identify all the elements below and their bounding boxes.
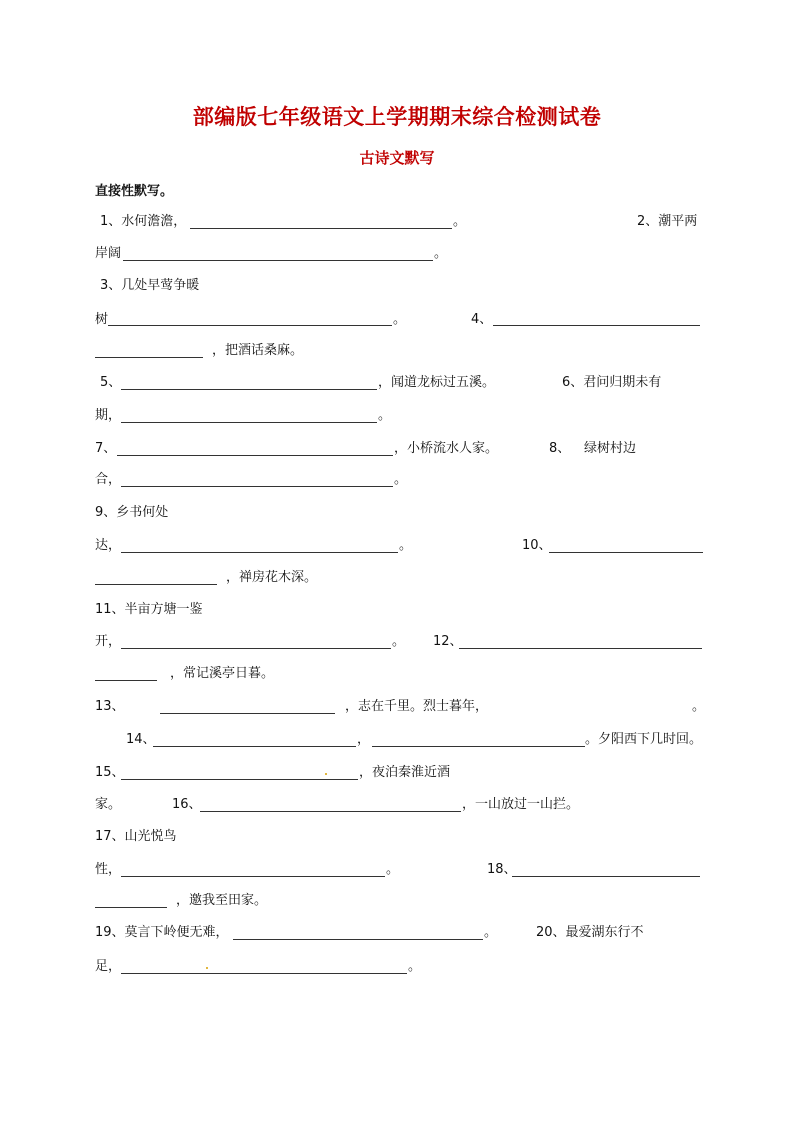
q11-end: 。 xyxy=(392,634,406,649)
q12-blank-a[interactable] xyxy=(459,648,702,649)
q16-lead: 16、 xyxy=(172,797,202,812)
q8-blank[interactable] xyxy=(121,486,393,487)
q11-lead: 11、半亩方塘一鉴 xyxy=(95,602,203,617)
q6-end: 。 xyxy=(378,408,392,423)
q3-cont: 树 xyxy=(95,312,109,327)
document-title: 部编版七年级语文上学期期末综合检测试卷 xyxy=(192,104,602,129)
document-subtitle: 古诗文默写 xyxy=(359,149,435,167)
q18-blank-b[interactable] xyxy=(95,907,167,908)
q9-blank[interactable] xyxy=(121,552,398,553)
q7-mid: ，小桥流水人家。 xyxy=(394,441,499,456)
q14-end: 。夕阳西下几时回。 xyxy=(585,732,703,747)
q8-text: 绿树村边 xyxy=(584,441,637,456)
q3-end: 。 xyxy=(393,312,407,327)
q20-cont: 足， xyxy=(95,959,122,974)
q17-blank[interactable] xyxy=(121,876,385,877)
q2-blank[interactable] xyxy=(123,260,433,261)
ink-speck xyxy=(206,967,208,969)
q4-lead: 4、 xyxy=(471,312,493,327)
q7-lead: 7、 xyxy=(95,441,117,456)
q6-blank[interactable] xyxy=(121,422,377,423)
q13-lead: 13、 xyxy=(95,699,125,714)
q9-lead: 9、乡书何处 xyxy=(95,505,169,520)
q13-mid: ，志在千里。烈士暮年， xyxy=(345,699,489,714)
q20-blank[interactable] xyxy=(121,973,407,974)
q8-end: 。 xyxy=(394,472,408,487)
q9-cont: 达， xyxy=(95,538,122,553)
q16-end: ，一山放过一山拦。 xyxy=(462,797,580,812)
q4-end: ，把酒话桑麻。 xyxy=(212,343,304,358)
q14-comma: ， xyxy=(357,732,371,747)
q1-end: 。 xyxy=(453,214,467,229)
q19-lead: 19、莫言下岭便无难， xyxy=(95,925,229,940)
q12-lead: 12、 xyxy=(433,634,463,649)
q10-blank-a[interactable] xyxy=(549,552,703,553)
q4-blank-b[interactable] xyxy=(95,357,203,358)
q13-blank-a[interactable] xyxy=(160,713,335,714)
q6-cont: 期， xyxy=(95,408,122,423)
q17-cont: 性， xyxy=(95,862,122,877)
q11-blank[interactable] xyxy=(121,648,391,649)
q17-end: 。 xyxy=(386,862,400,877)
q1-blank[interactable] xyxy=(190,228,452,229)
q15-mid: ，夜泊秦淮近酒 xyxy=(359,765,451,780)
q11-cont: 开， xyxy=(95,634,122,649)
q18-lead: 18、 xyxy=(487,862,517,877)
q14-blank-a[interactable] xyxy=(153,746,356,747)
q8-cont: 合， xyxy=(95,472,122,487)
q12-blank-b[interactable] xyxy=(95,680,157,681)
q18-blank-a[interactable] xyxy=(512,876,700,877)
q13-end: 。 xyxy=(692,699,706,714)
q10-blank-b[interactable] xyxy=(95,584,217,585)
q14-lead: 14、 xyxy=(126,732,156,747)
q5-blank[interactable] xyxy=(121,389,377,390)
q5-lead: 5、 xyxy=(100,375,122,390)
q3-lead: 3、几处早莺争暖 xyxy=(100,278,200,293)
q2-cont: 岸阔 xyxy=(95,246,122,261)
q3-blank[interactable] xyxy=(108,325,392,326)
q20-lead: 20、最爱湖东行不 xyxy=(536,925,644,940)
q8-lead: 8、 xyxy=(549,441,571,456)
q15-cont: 家。 xyxy=(95,797,122,812)
q10-end: ，禅房花木深。 xyxy=(226,570,318,585)
q2-end: 。 xyxy=(434,246,448,261)
q4-blank-a[interactable] xyxy=(493,325,700,326)
q5-mid: ，闻道龙标过五溪。 xyxy=(378,375,496,390)
q12-end: ，常记溪亭日暮。 xyxy=(170,666,275,681)
q15-blank[interactable] xyxy=(121,779,358,780)
q7-blank[interactable] xyxy=(117,455,393,456)
q1-lead: 1、水何澹澹， xyxy=(100,214,187,229)
q19-blank[interactable] xyxy=(233,939,483,940)
q16-blank[interactable] xyxy=(200,811,461,812)
q9-end: 。 xyxy=(399,538,413,553)
section-heading: 直接性默写。 xyxy=(95,184,174,199)
q2-lead: 2、潮平两 xyxy=(637,214,698,229)
q15-lead: 15、 xyxy=(95,765,125,780)
q20-end: 。 xyxy=(408,959,422,974)
q18-end: ，邀我至田家。 xyxy=(176,893,268,908)
q10-lead: 10、 xyxy=(522,538,552,553)
q6-lead: 6、君问归期未有 xyxy=(562,375,662,390)
q17-lead: 17、山光悦鸟 xyxy=(95,829,177,844)
ink-speck xyxy=(325,773,327,775)
q19-end: 。 xyxy=(484,925,498,940)
q14-blank-b[interactable] xyxy=(372,746,585,747)
